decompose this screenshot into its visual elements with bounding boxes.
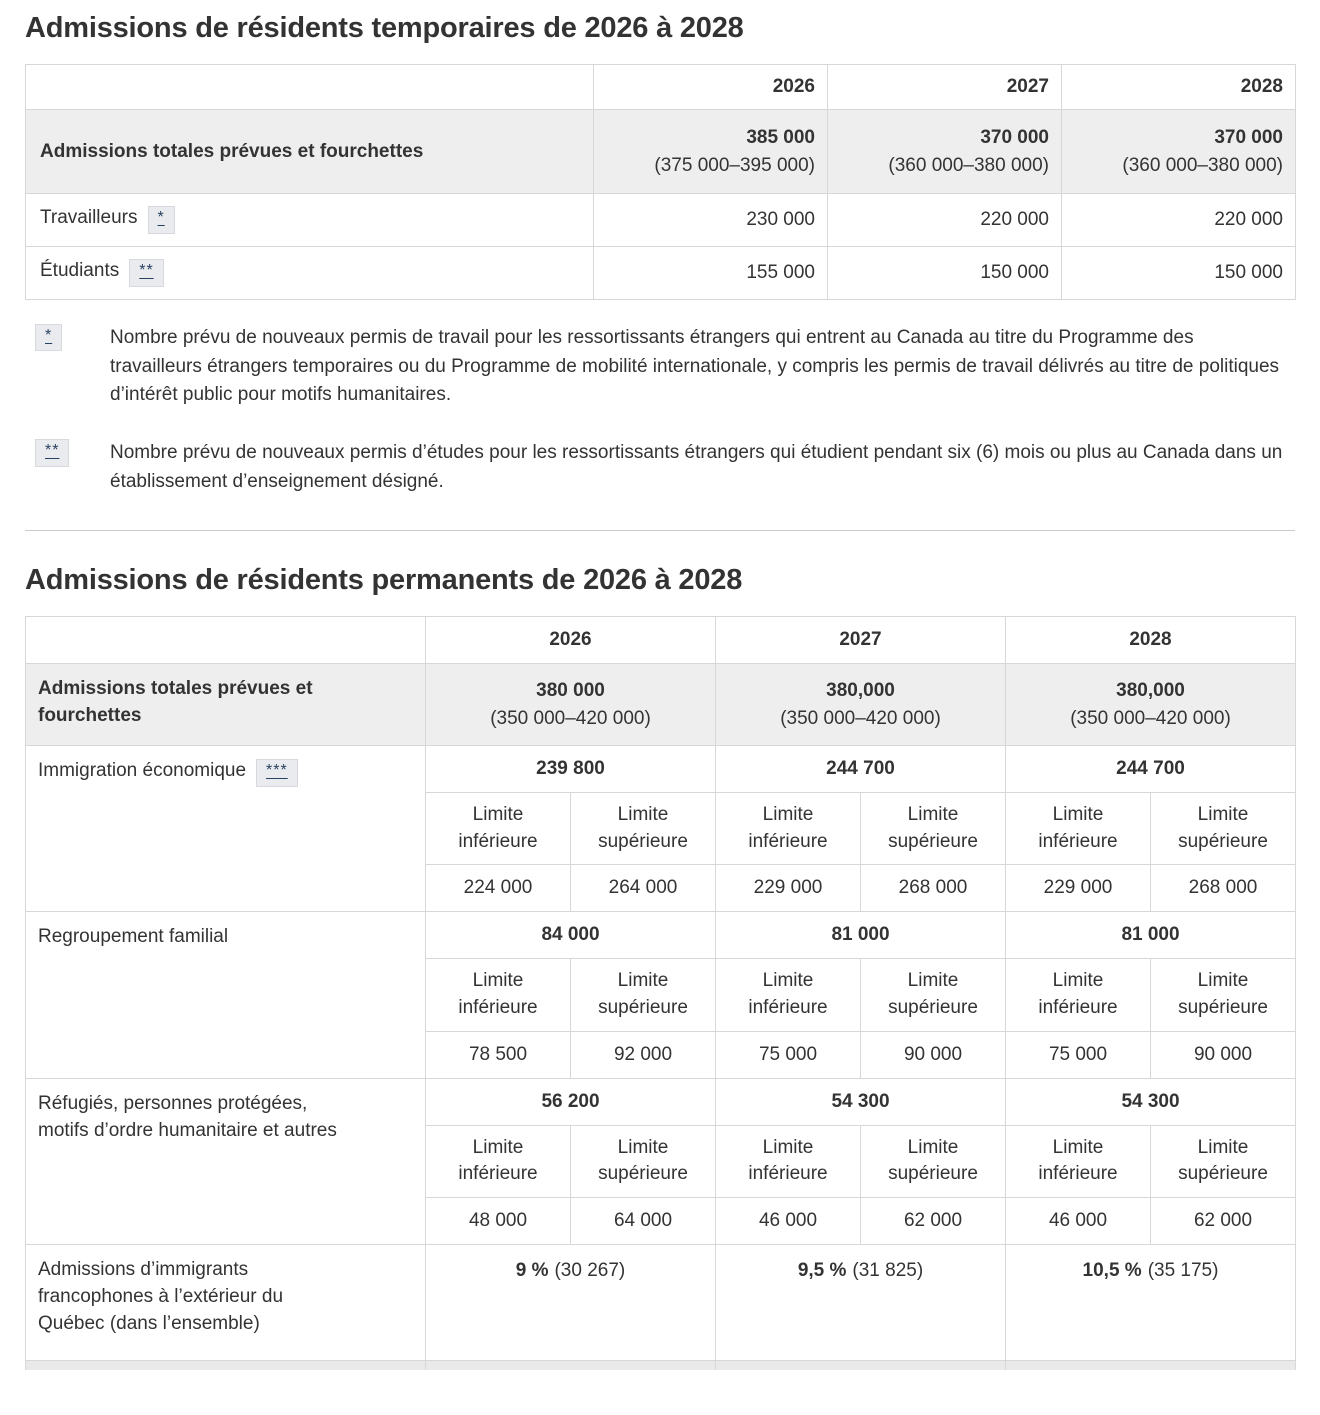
footnote-link[interactable]: **: [129, 259, 163, 287]
limit-lower-value: 78 500: [426, 1031, 571, 1078]
footnote-marker-link[interactable]: *: [35, 324, 62, 352]
footnote-item: [25, 439, 1295, 497]
footnote-marker-link[interactable]: **: [35, 439, 69, 467]
value-cell: 230 000: [594, 194, 828, 247]
footnote-link[interactable]: ***: [256, 759, 298, 787]
value-cell: 150 000: [1062, 246, 1296, 299]
limit-upper-value: 62 000: [1151, 1197, 1296, 1244]
cutoff-cell: [716, 1360, 1006, 1370]
limit-lower-header: Limite inférieure: [426, 793, 571, 865]
table-header-row: [26, 617, 1296, 664]
range-value: (360 000–380 000): [1122, 154, 1283, 176]
limit-lower-header: Limite inférieure: [1006, 793, 1151, 865]
footnote-text: Nombre prévu de nouveaux permis de travail pour les ressortissants étrangers qui entrent au Canada au titre du Programme des travailleurs étrangers temporaires ou du Programme de mobilité internationale, y compris les permis de travail délivrés au titre de politiques d’intérêt public pour motifs humanitaires.: [110, 326, 1280, 406]
row-label-cell: [26, 746, 426, 912]
limit-lower-header: Limite inférieure: [1006, 1125, 1151, 1197]
year-header: 2027: [716, 617, 1006, 664]
footnotes-section: [25, 324, 1295, 497]
total-value: 370 000: [1214, 127, 1283, 148]
limit-lower-value: 46 000: [1006, 1197, 1151, 1244]
row-label-cell: [26, 194, 594, 247]
row-label: Admissions totales prévues et fourchettes: [38, 678, 313, 727]
range-value: (350 000–420 000): [1070, 707, 1231, 729]
footnote-marker-column: [25, 439, 110, 467]
total-value: 380,000: [826, 680, 895, 702]
count-value: (31 825): [852, 1259, 924, 1281]
row-label: Admissions totales prévues et fourchettes: [26, 110, 594, 194]
category-total: 244 700: [1006, 746, 1296, 793]
range-value: (360 000–380 000): [888, 154, 1049, 176]
total-value-cell: [594, 110, 828, 194]
year-header: 2027: [828, 65, 1062, 110]
footnote-item: [25, 324, 1295, 411]
footnote-link[interactable]: *: [148, 206, 175, 234]
cutoff-cell: [26, 1360, 426, 1370]
limit-lower-header: Limite inférieure: [716, 1125, 861, 1197]
limit-upper-value: 264 000: [571, 865, 716, 912]
limit-upper-header: Limite supérieure: [861, 959, 1006, 1031]
row-label: Réfugiés, personnes protégées, motifs d’ordre humanitaire et autres: [38, 1092, 337, 1141]
table-header-row: [26, 65, 1296, 110]
cutoff-row: [26, 1360, 1296, 1370]
row-label: Étudiants: [40, 259, 120, 281]
range-value: (350 000–420 000): [780, 707, 941, 729]
category-total: 54 300: [716, 1078, 1006, 1125]
category-total: 81 000: [1006, 912, 1296, 959]
percent-value-cell: [1006, 1244, 1296, 1360]
total-value: 385 000: [746, 127, 815, 148]
total-value: 380 000: [536, 680, 605, 702]
limit-upper-value: 90 000: [861, 1031, 1006, 1078]
permanent-admissions-table: [25, 616, 1296, 1370]
empty-corner-cell: [26, 65, 594, 110]
limit-upper-header: Limite supérieure: [571, 793, 716, 865]
value-cell: 155 000: [594, 246, 828, 299]
workers-row: [26, 194, 1296, 247]
limit-upper-header: Limite supérieure: [861, 793, 1006, 865]
limit-lower-value: 48 000: [426, 1197, 571, 1244]
total-value-cell: [1006, 664, 1296, 746]
limit-lower-header: Limite inférieure: [426, 959, 571, 1031]
year-header: 2028: [1006, 617, 1296, 664]
limit-lower-header: Limite inférieure: [1006, 959, 1151, 1031]
total-value-cell: [1062, 110, 1296, 194]
row-label-cell: [26, 912, 426, 1078]
family-reunification-row: [26, 912, 1296, 959]
category-total: 239 800: [426, 746, 716, 793]
percent-value-cell: [716, 1244, 1006, 1360]
limit-upper-value: 268 000: [1151, 865, 1296, 912]
percent-value: 9,5 %: [797, 1259, 847, 1281]
percent-value: 9 %: [515, 1259, 549, 1281]
count-value: (30 267): [554, 1259, 626, 1281]
value-cell: 220 000: [1062, 194, 1296, 247]
total-value: 370 000: [980, 127, 1049, 148]
row-label: Admissions d’immigrants francophones à l’extérieur du Québec (dans l’ensemble): [38, 1258, 284, 1334]
temporary-admissions-title: Admissions de résidents temporaires de 2026 à 2028: [25, 12, 744, 44]
limit-upper-header: Limite supérieure: [1151, 1125, 1296, 1197]
percent-value-cell: [426, 1244, 716, 1360]
permanent-admissions-title: Admissions de résidents permanents de 2026 à 2028: [25, 564, 743, 597]
row-label-cell: [26, 664, 426, 746]
row-label-cell: [26, 1244, 426, 1360]
count-value: (35 175): [1147, 1259, 1219, 1281]
total-value-cell: [426, 664, 716, 746]
limit-lower-value: 75 000: [1006, 1031, 1151, 1078]
limit-upper-header: Limite supérieure: [861, 1125, 1006, 1197]
limit-lower-header: Limite inférieure: [426, 1125, 571, 1197]
footnote-marker-column: [25, 324, 110, 352]
percent-value: 10,5 %: [1082, 1259, 1142, 1281]
row-label-cell: [26, 1078, 426, 1244]
francophone-admissions-row: [26, 1244, 1296, 1360]
category-total: 244 700: [716, 746, 1006, 793]
limit-upper-header: Limite supérieure: [571, 1125, 716, 1197]
total-admissions-row: [26, 110, 1296, 194]
total-value-cell: [716, 664, 1006, 746]
refugees-row: [26, 1078, 1296, 1125]
row-label: Travailleurs: [40, 207, 138, 229]
category-total: 54 300: [1006, 1078, 1296, 1125]
row-label: Regroupement familial: [38, 926, 229, 948]
total-admissions-row: [26, 664, 1296, 746]
students-row: [26, 246, 1296, 299]
value-cell: 220 000: [828, 194, 1062, 247]
limit-lower-value: 46 000: [716, 1197, 861, 1244]
limit-lower-header: Limite inférieure: [716, 959, 861, 1031]
category-total: 84 000: [426, 912, 716, 959]
limit-upper-value: 64 000: [571, 1197, 716, 1244]
row-label: Immigration économique: [38, 760, 247, 782]
total-value-cell: [828, 110, 1062, 194]
range-value: (375 000–395 000): [654, 154, 815, 176]
cutoff-cell: [1006, 1360, 1296, 1370]
value-cell: 150 000: [828, 246, 1062, 299]
limit-lower-value: 229 000: [716, 865, 861, 912]
temporary-admissions-table: [25, 64, 1296, 300]
limit-lower-header: Limite inférieure: [716, 793, 861, 865]
section-divider: [25, 530, 1295, 531]
limit-upper-value: 268 000: [861, 865, 1006, 912]
limit-upper-header: Limite supérieure: [1151, 959, 1296, 1031]
limit-upper-header: Limite supérieure: [1151, 793, 1296, 865]
limit-lower-value: 224 000: [426, 865, 571, 912]
range-value: (350 000–420 000): [490, 707, 651, 729]
year-header: 2026: [594, 65, 828, 110]
cutoff-cell: [426, 1360, 716, 1370]
category-total: 56 200: [426, 1078, 716, 1125]
category-total: 81 000: [716, 912, 1006, 959]
limit-lower-value: 75 000: [716, 1031, 861, 1078]
year-header: 2028: [1062, 65, 1296, 110]
limit-upper-value: 62 000: [861, 1197, 1006, 1244]
economic-immigration-row: [26, 746, 1296, 793]
row-label-cell: [26, 246, 594, 299]
year-header: 2026: [426, 617, 716, 664]
limit-upper-value: 92 000: [571, 1031, 716, 1078]
limit-upper-header: Limite supérieure: [571, 959, 716, 1031]
limit-lower-value: 229 000: [1006, 865, 1151, 912]
footnote-text: Nombre prévu de nouveaux permis d’études pour les ressortissants étrangers qui étudient pendant six (6) mois ou plus au Canada dans un établissement d’enseignement désigné.: [110, 442, 1283, 493]
limit-upper-value: 90 000: [1151, 1031, 1296, 1078]
empty-corner-cell: [26, 617, 426, 664]
total-value: 380,000: [1116, 680, 1185, 702]
